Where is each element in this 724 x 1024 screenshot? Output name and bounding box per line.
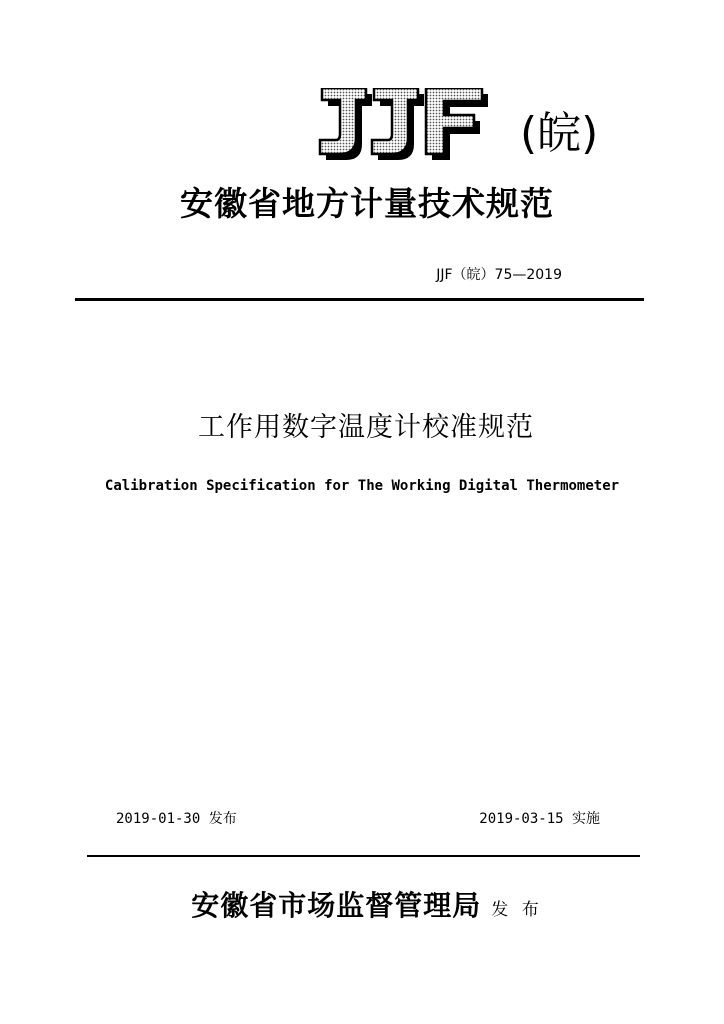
document-title-chinese: 工作用数字温度计校准规范 [198,412,534,443]
org-title: 安徽省地方计量技术规范 [180,184,554,223]
issue-date: 2019-01-30 发布 [116,811,237,827]
jjf-logo [318,88,498,164]
document-title-english: Calibration Specification for The Working Digital Thermometer [104,478,620,494]
document-code: JJF（皖）75—2019 [436,267,562,283]
jjf-logo-mark [318,88,498,164]
top-divider [75,298,644,301]
publisher-suffix: 发 布 [491,900,543,920]
publisher-line [0,884,724,924]
effective-date: 2019-03-15 实施 [479,811,600,827]
bottom-divider [87,855,640,857]
logo-region-label: (皖) [520,108,599,159]
publisher-name: 安徽省市场监督管理局 [191,889,482,922]
